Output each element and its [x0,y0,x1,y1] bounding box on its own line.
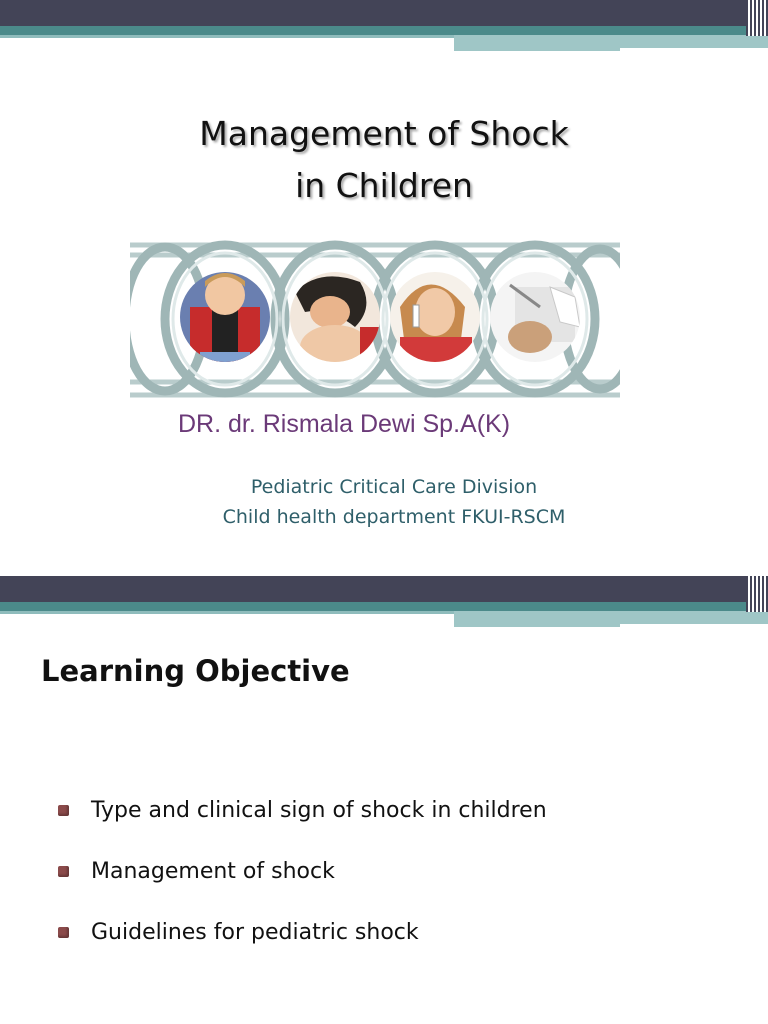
square-bullet-icon [58,866,69,877]
title-line-1: Management of Shock [199,114,569,153]
list-item-text: Type and clinical sign of shock in children [91,798,547,823]
slide-heading: Learning Objective [41,654,350,688]
slide-title [84,108,684,212]
affiliation [184,472,604,532]
list-item-text: Guidelines for pediatric shock [91,920,419,945]
title-line-2: in Children [295,166,473,205]
author-name: DR. dr. Rismala Dewi Sp.A(K) [178,410,511,438]
header-band [0,0,768,56]
square-bullet-icon [58,805,69,816]
list-item [58,841,547,902]
chain-of-survival-banner [130,237,620,407]
objective-list [58,780,547,963]
list-item [58,780,547,841]
list-item-text: Management of shock [91,859,335,884]
header-band [0,576,768,632]
list-item [58,902,547,963]
square-bullet-icon [58,927,69,938]
affiliation-line-1: Pediatric Critical Care Division [250,476,538,498]
learning-objective-slide [0,576,768,1024]
affiliation-line-2: Child health department FKUI-RSCM [222,506,566,528]
